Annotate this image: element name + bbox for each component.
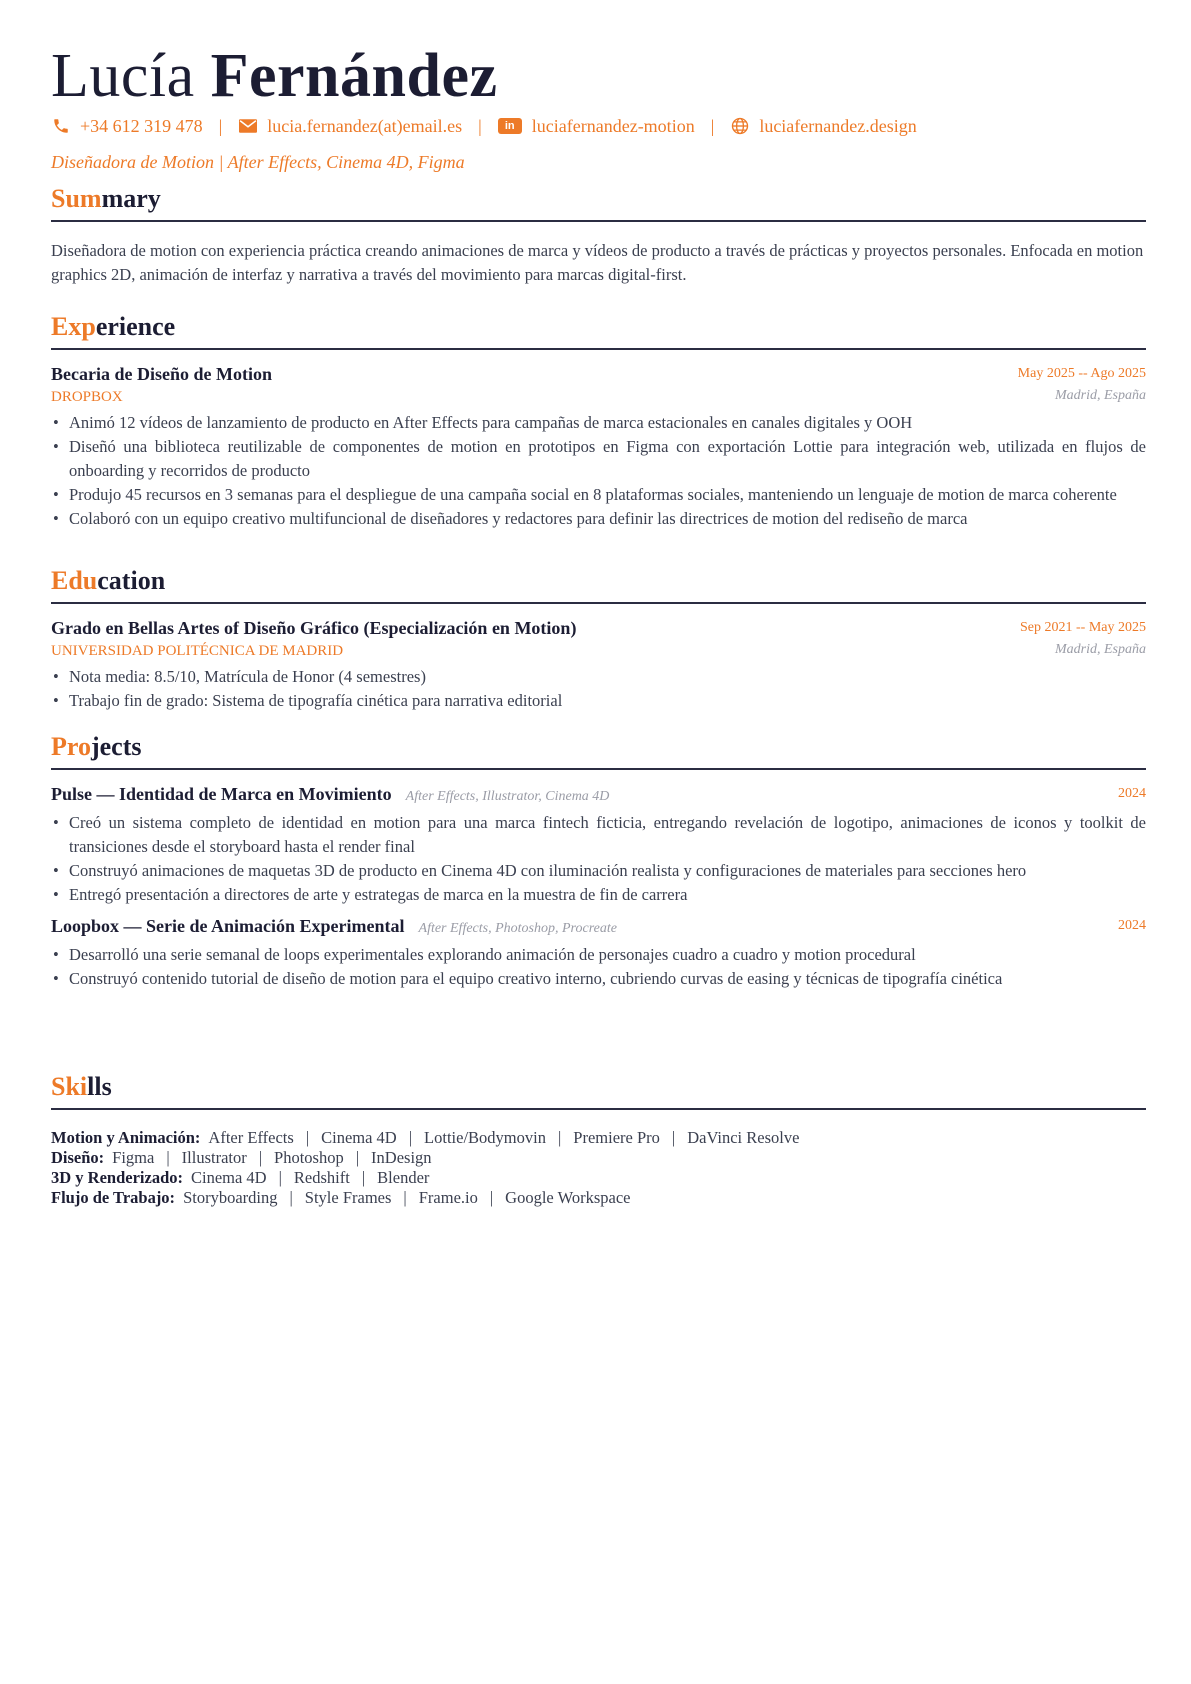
list-item: • Entregó presentación a directores de arte y estrategas de marca en la muestra de fin de carrera — [51, 883, 1146, 907]
contact-bar — [51, 114, 917, 138]
list-item: • Animó 12 vídeos de lanzamiento de producto en After Effects para campañas de marca estacionales en canales digitales y OOH — [51, 411, 1146, 435]
list-item: • Nota media: 8.5/10, Matrícula de Honor (4 semestres) — [51, 665, 1146, 689]
contact-email[interactable] — [238, 116, 462, 137]
globe-icon — [730, 116, 750, 136]
education-location: Madrid, España — [1055, 642, 1146, 657]
skill-item: After Effects — [208, 1128, 294, 1147]
skill-category: 3D y Renderizado: — [51, 1168, 183, 1187]
skill-separator: | — [289, 1188, 293, 1207]
project-year: 2024 — [1118, 918, 1146, 933]
skill-category: Diseño: — [51, 1148, 105, 1167]
skill-row — [51, 1168, 1146, 1188]
project-tech: After Effects, Illustrator, Cinema 4D — [405, 789, 610, 804]
skill-separator: | — [258, 1148, 263, 1167]
summary-text: Diseñadora de motion con experiencia práctica creando animaciones de marca y vídeos de producto a través de prácticas y proyectos personales. Enfocada en motion graphics 2D, animación de interfaz y narrativa a través del movimiento para marcas digital-first. — [51, 241, 1144, 284]
skill-item: Photoshop — [274, 1148, 344, 1167]
skill-item: Google Workspace — [505, 1188, 631, 1207]
list-item: • Creó un sistema completo de identidad en motion para una marca fintech ficticia, entregando revelación de logotipo, animaciones de iconos y toolkit de transiciones desde el storyboard hasta el render final — [51, 811, 1146, 859]
skill-item: Cinema 4D — [190, 1168, 267, 1187]
skills-list — [51, 1128, 1146, 1208]
linkedin-icon: in — [498, 118, 522, 134]
section-title-projects: Projects — [51, 732, 1146, 770]
list-item: • Colaboró con un equipo creativo multifuncional de diseñadores y redactores para definir las directrices de motion del rediseño de marca — [51, 507, 1146, 531]
skill-item: DaVinci Resolve — [687, 1128, 800, 1147]
skill-separator: | — [361, 1168, 366, 1187]
section-title-summary: Summary — [51, 184, 1146, 222]
contact-separator: | — [478, 115, 482, 136]
skill-item: Redshift — [293, 1168, 350, 1187]
project-bullets — [51, 811, 1146, 907]
education-dates: Sep 2021 -- May 2025 — [1020, 620, 1146, 635]
contact-linkedin[interactable] — [498, 116, 695, 137]
skill-separator: | — [557, 1128, 562, 1147]
skill-separator: | — [671, 1128, 676, 1147]
section-title-education: Education — [51, 566, 1146, 604]
list-item: • Desarrolló una serie semanal de loops experimentales explorando animación de personajes cuadro a cuadro y motion procedural — [51, 943, 1146, 967]
skill-item: Illustrator — [181, 1148, 247, 1167]
education-bullets — [51, 665, 1146, 713]
skill-separator: | — [489, 1188, 494, 1207]
skill-item: Frame.io — [418, 1188, 478, 1207]
skill-item: Blender — [377, 1168, 430, 1187]
first-name: Lucía — [51, 42, 195, 110]
skill-item: Style Frames — [304, 1188, 392, 1207]
project-name: Pulse — Identidad de Marca en Movimiento — [51, 784, 392, 804]
skill-item: Storyboarding — [183, 1188, 278, 1207]
project-tech: After Effects, Photoshop, Procreate — [418, 921, 617, 936]
experience-location: Madrid, España — [1055, 388, 1146, 403]
tagline: Diseñadora de Motion | After Effects, Cinema 4D, Figma — [51, 152, 465, 172]
project-title — [51, 916, 617, 937]
phone-icon — [51, 116, 71, 136]
contact-separator: | — [710, 115, 715, 136]
skill-separator: | — [305, 1128, 310, 1147]
list-item: • Construyó animaciones de maquetas 3D de producto en Cinema 4D con iluminación realista y configuraciones de materiales para secciones hero — [51, 859, 1146, 883]
skill-separator: | — [278, 1168, 282, 1187]
contact-separator: | — [218, 115, 223, 136]
list-item: • Diseñó una biblioteca reutilizable de componentes de motion en prototipos en Figma con exportación Lottie para integración web, utilizada en flujos de onboarding y recorridos de producto — [51, 435, 1146, 483]
education-school: UNIVERSIDAD POLITÉCNICA DE MADRID — [51, 643, 344, 659]
skill-item: Lottie/Bodymovin — [424, 1128, 546, 1147]
skill-category: Flujo de Trabajo: — [51, 1188, 176, 1207]
skill-separator: | — [166, 1148, 170, 1167]
experience-role: Becaria de Diseño de Motion — [51, 364, 272, 384]
skill-item: Premiere Pro — [573, 1128, 660, 1147]
experience-dates: May 2025 -- Ago 2025 — [1017, 366, 1146, 381]
mail-icon — [238, 116, 258, 136]
section-title-skills: Skills — [51, 1072, 1146, 1110]
last-name: Fernández — [210, 42, 498, 110]
list-item: • Construyó contenido tutorial de diseño de motion para el equipo creativo interno, cubriendo curvas de easing y técnicas de tipografía cinética — [51, 967, 1146, 991]
experience-bullets — [51, 411, 1146, 531]
website-text: luciafernandez.design — [759, 115, 917, 136]
skill-row — [51, 1128, 1146, 1148]
skill-item: Cinema 4D — [321, 1128, 397, 1147]
list-item: • Trabajo fin de grado: Sistema de tipografía cinética para narrativa editorial — [51, 689, 1146, 713]
skill-item: InDesign — [371, 1148, 432, 1167]
skill-separator: | — [355, 1148, 360, 1167]
section-title-experience: Experience — [51, 312, 1146, 350]
skill-category: Motion y Animación: — [51, 1128, 201, 1147]
contact-website[interactable] — [730, 116, 916, 137]
experience-company: DROPBOX — [51, 389, 123, 405]
education-degree: Grado en Bellas Artes of Diseño Gráfico (Especialización en Motion) — [51, 618, 577, 638]
project-bullets — [51, 943, 1146, 991]
linkedin-text: luciafernandez-motion — [531, 115, 695, 136]
skill-separator: | — [403, 1188, 407, 1207]
project-name: Loopbox — Serie de Animación Experimental — [51, 916, 405, 936]
candidate-name — [51, 38, 498, 114]
project-year: 2024 — [1118, 786, 1146, 801]
list-item: • Produjo 45 recursos en 3 semanas para el despliegue de una campaña social en 8 plataformas sociales, manteniendo un lenguaje de motion de marca coherente — [51, 483, 1146, 507]
phone-text: +34 612 319 478 — [80, 115, 203, 136]
skill-item: Figma — [112, 1148, 155, 1167]
skill-row — [51, 1148, 1146, 1168]
email-text: lucia.fernandez(at)email.es — [267, 115, 463, 136]
project-title — [51, 784, 609, 805]
contact-phone[interactable] — [51, 116, 203, 137]
skill-row — [51, 1188, 1146, 1208]
skill-separator: | — [408, 1128, 413, 1147]
